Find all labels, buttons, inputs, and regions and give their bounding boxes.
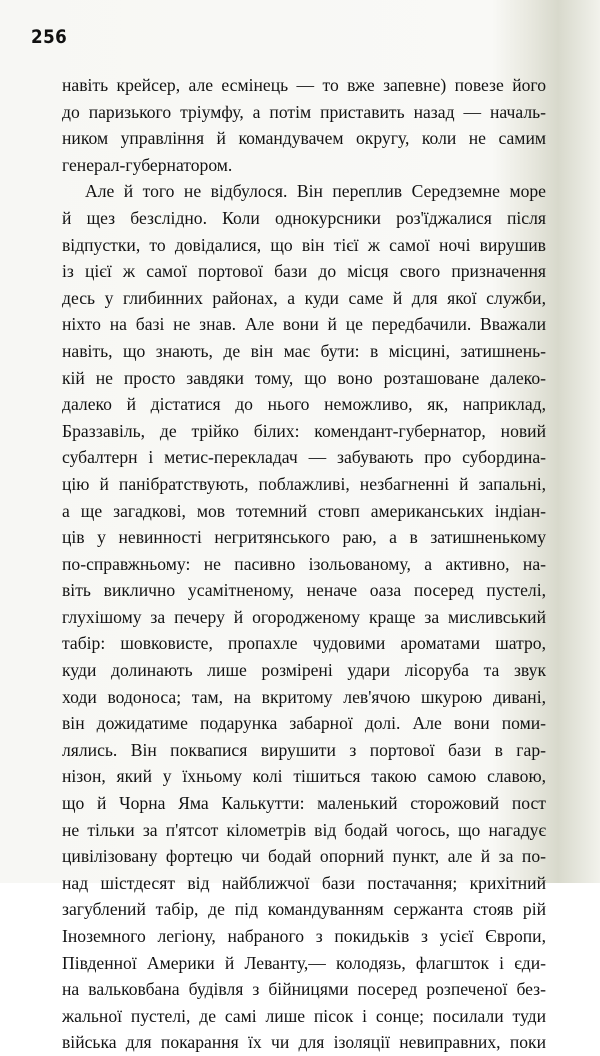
text-line: війська для покарання їх чи для ізоляції невиправних, поки — [62, 1032, 546, 1053]
text-line: цивілізовану фортецю чи бодай опорний пункт, але й за по- — [62, 846, 546, 867]
text-line: на вальковбана будівля з бійницями посеред розпеченої без- — [62, 979, 546, 1000]
text-line: десь у глибинних районах, а куди саме й для якої служби, — [62, 287, 546, 308]
paragraph-first-line: Але й того не відбулося. Він переплив Середземне море — [85, 181, 546, 202]
text-line: що й Чорна Яма Калькутти: маленький сторожовий пост — [62, 793, 546, 814]
paragraph-end-line: генерал-губернатором. — [62, 154, 233, 175]
text-line: а ще загадкові, мов тотемний стовп американських індіан- — [62, 500, 546, 521]
page-number: 256 — [31, 26, 68, 48]
text-line: із цієї ж самої портової бази до місця свого призначення — [62, 261, 546, 282]
text-line: не тільки за п'ятсот кілометрів від бодай чогось, що нагадує — [62, 819, 546, 840]
text-line: Південної Америки й Леванту,— колодязь, флагшток і єди- — [62, 952, 546, 973]
text-line: цію й панібратствують, поблажливі, незбагненні й запальні, — [62, 473, 546, 494]
text-line: Іноземного легіону, набраного з покидьків з усієї Європи, — [62, 926, 546, 946]
text-line: жальної пустелі, де самі лише пісок і сонце; посилали туди — [62, 1005, 546, 1026]
text-line: ніхто на базі не знав. Але вони й це передбачили. Вважали — [62, 314, 546, 335]
text-line: над шістдесят від найближчої бази постачання; крихітний — [62, 872, 546, 893]
text-line: далеко й дістатися до нього неможливо, як, наприклад, — [62, 394, 546, 415]
text-line: нізон, який у їхньому колі тішиться такою самою славою, — [62, 766, 546, 787]
text-line: віть виклично усамітненому, неначе оаза посеред пустелі, — [62, 580, 546, 601]
text-line: навіть крейсер, але есмінець — то вже запевне) повезе його — [62, 75, 546, 95]
text-line: й щез безслідно. Коли однокурсники роз'їджалися після — [62, 207, 546, 228]
text-line: ців у невинності негритянського раю, а в затишненькому — [62, 527, 546, 548]
text-line: ходи водоноса; там, на вкритому лев'ячою шкурою дивані, — [62, 686, 546, 707]
text-line: куди долинають лише розмірені удари лісоруба та звук — [62, 660, 546, 681]
text-line: навіть, що знають, де він має бути: в місцині, затишнень- — [62, 340, 546, 361]
page-body-text — [62, 72, 546, 1056]
text-line: глухішому за печеру й огородженому краще за мисливський — [62, 606, 546, 627]
text-line: лялись. Він поквапися вирушити з портової бази в гар- — [62, 739, 546, 760]
text-line: до паризького тріумфу, а потім приставить назад — началь- — [62, 101, 546, 122]
text-line: він дожидатиме подарунка забарної долі. Але вони поми- — [62, 713, 546, 734]
text-line: табір: шовковисте, пропахле чудовими ароматами шатро, — [62, 633, 546, 654]
text-line: відпустки, то довідалися, що він тієї ж самої ночі вирушив — [62, 234, 546, 255]
text-line: по-справжньому: не пасивно ізольованому, а активно, на- — [62, 553, 546, 574]
text-line: субалтерн і метис-перекладач — забувають про субордина- — [62, 447, 546, 468]
text-line: Браззавіль, де трійко білих: комендант-губернатор, новий — [62, 420, 546, 441]
text-line: кій не просто завдяки тому, що воно розташоване далеко- — [62, 367, 546, 388]
text-line: ником управління й командувачем округу, коли не самим — [62, 128, 546, 149]
text-line: загублений табір, де під командуванням сержанта стояв рій — [62, 899, 546, 920]
